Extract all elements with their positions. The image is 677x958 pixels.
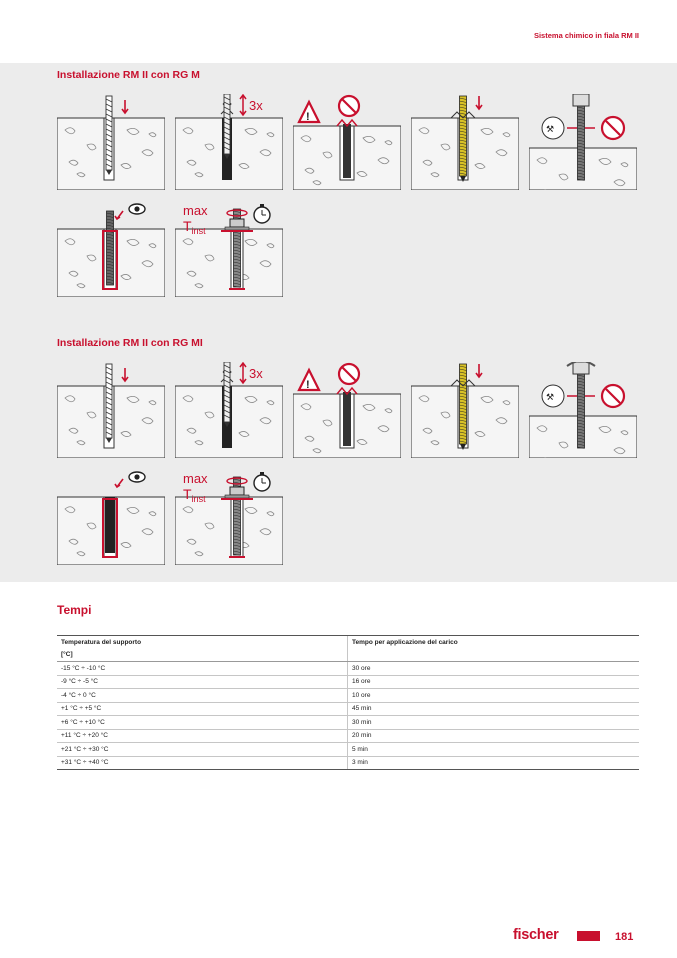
table-row <box>57 743 639 757</box>
step-insert-capsule-svg <box>293 362 401 458</box>
svg-text:max: max <box>183 471 208 486</box>
step-insert-capsule-svg <box>293 94 401 190</box>
time-cell: 16 ore <box>348 675 640 689</box>
time-cell: 3 min <box>348 756 640 770</box>
step-no-impact-svg <box>529 362 637 458</box>
step-drive-anchor-svg <box>411 94 519 190</box>
svg-text:⚒: ⚒ <box>546 392 555 402</box>
header-temperature <box>57 636 348 662</box>
step-insert-capsule-illustration <box>293 362 401 458</box>
step-clean-illustration <box>175 94 283 190</box>
time-cell: 5 min <box>348 743 640 757</box>
temp-cell: -9 °C ÷ -5 °C <box>57 675 348 689</box>
temp-cell: -4 °C ÷ 0 °C <box>57 689 348 703</box>
table-row <box>57 662 639 676</box>
step-inspect-svg <box>57 201 165 297</box>
step-drive-anchor-svg <box>411 362 519 458</box>
svg-text:!: ! <box>306 111 310 123</box>
time-cell: 45 min <box>348 702 640 716</box>
step-inspect-illustration <box>57 469 165 565</box>
step-drill-illustration <box>57 94 165 190</box>
step-tighten-svg <box>175 201 283 297</box>
step-clean-illustration <box>175 362 283 458</box>
table-row <box>57 702 639 716</box>
step-insert-capsule-illustration <box>293 94 401 190</box>
header-temperature-label: Temperatura del supporto <box>61 639 142 646</box>
time-cell: 30 ore <box>348 662 640 676</box>
fischer-logo-mark <box>577 931 600 941</box>
step-drill-svg <box>57 362 165 458</box>
step-drive-anchor-illustration <box>411 362 519 458</box>
temp-cell: +31 °C ÷ +40 °C <box>57 756 348 770</box>
svg-text:!: ! <box>306 379 310 391</box>
temp-cell: +6 °C ÷ +10 °C <box>57 716 348 730</box>
temp-cell: +11 °C ÷ +20 °C <box>57 729 348 743</box>
time-cell: 20 min <box>348 729 640 743</box>
fischer-logo: fischer <box>513 927 559 943</box>
running-header: Sistema chimico in fiala RM II <box>533 31 639 40</box>
temp-cell: -15 °C ÷ -10 °C <box>57 662 348 676</box>
svg-text:3x: 3x <box>249 98 263 113</box>
step-tighten-illustration <box>175 201 283 297</box>
curing-times-table <box>57 635 639 770</box>
step-drill-illustration <box>57 362 165 458</box>
header-time: Tempo per applicazione del carico <box>348 636 640 662</box>
table-header-row <box>57 636 639 662</box>
step-clean-svg <box>175 362 283 458</box>
temp-cell: +1 °C ÷ +5 °C <box>57 702 348 716</box>
step-no-impact-svg <box>529 94 637 190</box>
step-inspect-illustration <box>57 201 165 297</box>
header-temperature-unit: [°C] <box>61 651 73 658</box>
step-drill-svg <box>57 94 165 190</box>
step-tighten-svg <box>175 469 283 565</box>
svg-text:Tinst: $T_{inst}$ <box>183 218 206 236</box>
page-number: 181 <box>615 931 634 943</box>
step-inspect-svg <box>57 469 165 565</box>
table-row <box>57 729 639 743</box>
table-row <box>57 675 639 689</box>
svg-text:Tinst: $T_{inst}$ <box>183 486 206 504</box>
time-cell: 30 min <box>348 716 640 730</box>
step-tighten-illustration <box>175 469 283 565</box>
svg-text:3x: 3x <box>249 366 263 381</box>
section-title-rg-m: Installazione RM II con RG M <box>57 69 200 81</box>
table-row <box>57 689 639 703</box>
step-drive-anchor-illustration <box>411 94 519 190</box>
time-cell: 10 ore <box>348 689 640 703</box>
table-row <box>57 716 639 730</box>
svg-text:⚒: ⚒ <box>546 124 555 134</box>
step-clean-svg <box>175 94 283 190</box>
section-title-rg-mi: Installazione RM II con RG MI <box>57 337 203 349</box>
step-no-impact-illustration <box>529 94 637 190</box>
svg-text:max: max <box>183 203 208 218</box>
temp-cell: +21 °C ÷ +30 °C <box>57 743 348 757</box>
table-row <box>57 756 639 770</box>
tempi-title: Tempi <box>57 603 92 617</box>
step-no-impact-illustration <box>529 362 637 458</box>
